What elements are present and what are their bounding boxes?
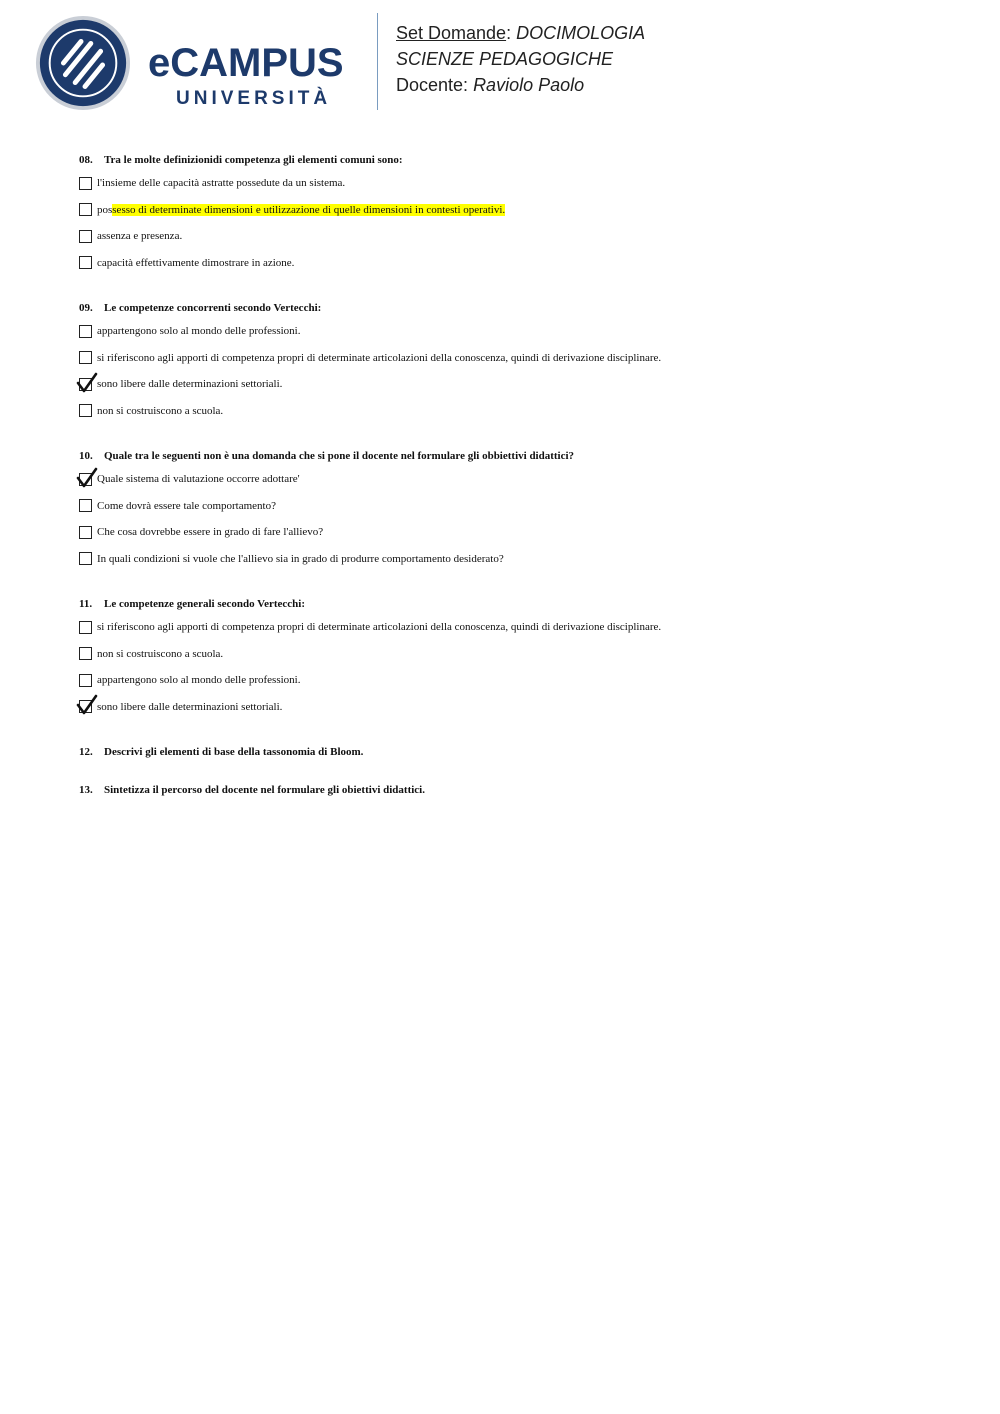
answer-option[interactable]: [79, 197, 939, 224]
answer-text-plain: l'insieme delle capacità astratte possedute da un sistema.: [97, 177, 346, 190]
question-text: Descrivi gli elementi di base della tassonomia di Bloom.: [104, 746, 364, 758]
answer-text: [97, 257, 294, 269]
answer-text-plain: In quali condizioni si vuole che l'allievo sia in grado di produrre comportamento desiderato?: [97, 552, 504, 565]
open-question: [79, 742, 939, 762]
answer-text: [97, 674, 300, 686]
answer-text-plain: non si costruiscono a scuola.: [97, 404, 224, 417]
question-block: [79, 298, 939, 424]
answer-text: [97, 177, 345, 189]
question-text: Quale tra le seguenti non è una domanda che si pone il docente nel formulare gli obbiettivi didattici?: [104, 450, 575, 462]
answer-option[interactable]: [79, 519, 939, 546]
answer-text-plain: assenza e presenza.: [97, 230, 183, 243]
logo-main-text: eCAMPUS: [148, 41, 344, 85]
answer-option[interactable]: [79, 223, 939, 250]
answer-text: [97, 526, 323, 538]
answer-checkbox[interactable]: [79, 378, 92, 391]
question-number: 12.: [79, 746, 93, 758]
question-text: Sintetizza il percorso del docente nel formulare gli obiettivi didattici.: [104, 784, 425, 796]
question-text: Le competenze generali secondo Vertecchi:: [104, 598, 305, 610]
answer-option[interactable]: [79, 398, 939, 425]
answer-option[interactable]: [79, 466, 939, 493]
answer-text: [97, 553, 504, 565]
answer-option[interactable]: [79, 170, 939, 197]
program-name: SCIENZE PEDAGOGICHE: [396, 49, 614, 69]
header-info: [396, 20, 645, 98]
answer-option[interactable]: [79, 641, 939, 668]
answer-text-plain: Quale sistema di valutazione occorre adottare': [97, 473, 300, 486]
ecampus-seal-logo: [34, 14, 132, 112]
answer-option[interactable]: [79, 614, 939, 641]
answer-text: [97, 473, 300, 485]
checkmark-icon: [76, 467, 98, 489]
logo-sub-text: UNIVERSITÀ: [176, 88, 332, 109]
question-number: 11.: [79, 598, 93, 610]
answer-text-plain: si riferiscono agli apporti di competenza propri di determinate articolazioni della conoscenza, quindi di derivazione disciplinare.: [97, 351, 662, 364]
set-colon: :: [506, 23, 512, 43]
answer-text-plain: sono libere dalle determinazioni settoriali.: [97, 700, 283, 713]
question-block: [79, 594, 939, 720]
answer-text: [97, 621, 661, 633]
answer-text: [97, 500, 276, 512]
answer-text-plain: appartengono solo al mondo delle professioni.: [97, 674, 301, 687]
answer-checkbox[interactable]: [79, 351, 92, 364]
answer-checkbox[interactable]: [79, 647, 92, 660]
answer-option[interactable]: [79, 345, 939, 372]
question-number: 09.: [79, 302, 93, 314]
answer-checkbox[interactable]: [79, 325, 92, 338]
answer-text-plain: appartengono solo al mondo delle professioni.: [97, 325, 301, 338]
question-title: [79, 150, 939, 170]
answer-text-plain: si riferiscono agli apporti di competenza propri di determinate articolazioni della conoscenza, quindi di derivazione disciplinare.: [97, 621, 662, 634]
ecampus-wordmark-logo: [148, 40, 363, 110]
answer-option[interactable]: [79, 546, 939, 573]
question-title: [79, 594, 939, 614]
open-question: [79, 780, 939, 800]
answer-text: [97, 648, 223, 660]
answer-checkbox[interactable]: [79, 499, 92, 512]
answer-option[interactable]: [79, 318, 939, 345]
set-line: [396, 20, 645, 46]
answer-text: [97, 701, 282, 713]
question-title: [79, 298, 939, 318]
answer-text: [97, 325, 300, 337]
answer-checkbox[interactable]: [79, 203, 92, 216]
teacher-name: Raviolo Paolo: [473, 75, 585, 95]
teacher-line: [396, 72, 645, 98]
answer-option[interactable]: [79, 694, 939, 721]
question-text: Le competenze concorrenti secondo Vertecchi:: [104, 302, 322, 314]
answer-text: [97, 204, 505, 216]
answer-checkbox[interactable]: [79, 404, 92, 417]
answer-option[interactable]: [79, 493, 939, 520]
answer-checkbox[interactable]: [79, 177, 92, 190]
question-title: [79, 446, 939, 466]
answer-option[interactable]: [79, 371, 939, 398]
question-block: [79, 150, 939, 276]
document-header: [0, 0, 1000, 120]
question-number: 08.: [79, 154, 93, 166]
question-number: 10.: [79, 450, 93, 462]
set-label: Set Domande: [396, 23, 507, 43]
question-text: Tra le molte definizionidi competenza gli elementi comuni sono:: [104, 154, 403, 166]
answer-checkbox[interactable]: [79, 700, 92, 713]
answer-text-plain: Come dovrà essere tale comportamento?: [97, 499, 276, 512]
answer-text: [97, 378, 282, 390]
answer-text: [97, 352, 661, 364]
teacher-label: Docente:: [396, 75, 469, 95]
answer-text-plain: pos: [97, 203, 113, 216]
answer-checkbox[interactable]: [79, 621, 92, 634]
answer-text-plain: Che cosa dovrebbe essere in grado di fare l'allievo?: [97, 526, 324, 539]
answer-option[interactable]: [79, 667, 939, 694]
course-name: DOCIMOLOGIA: [516, 23, 646, 43]
header-divider: [377, 13, 378, 110]
answer-text-plain: non si costruiscono a scuola.: [97, 647, 224, 660]
question-block: [79, 446, 939, 572]
question-list: [79, 150, 939, 818]
answer-text: [97, 405, 223, 417]
answer-text-plain: capacità effettivamente dimostrare in azione.: [97, 256, 295, 269]
checkmark-icon: [76, 694, 98, 716]
answer-option[interactable]: [79, 250, 939, 277]
answer-checkbox[interactable]: [79, 256, 92, 269]
answer-checkbox[interactable]: [79, 674, 92, 687]
checkmark-icon: [76, 372, 98, 394]
answer-text-plain: sono libere dalle determinazioni settoriali.: [97, 378, 283, 391]
answer-checkbox[interactable]: [79, 230, 92, 243]
question-number: 13.: [79, 784, 93, 796]
answer-checkbox[interactable]: [79, 526, 92, 539]
answer-checkbox[interactable]: [79, 552, 92, 565]
highlighted-text: sesso di determinate dimensioni e utilizzazione di quelle dimensioni in contesti operativi.: [112, 203, 506, 216]
answer-checkbox[interactable]: [79, 473, 92, 486]
answer-text: [97, 230, 182, 242]
